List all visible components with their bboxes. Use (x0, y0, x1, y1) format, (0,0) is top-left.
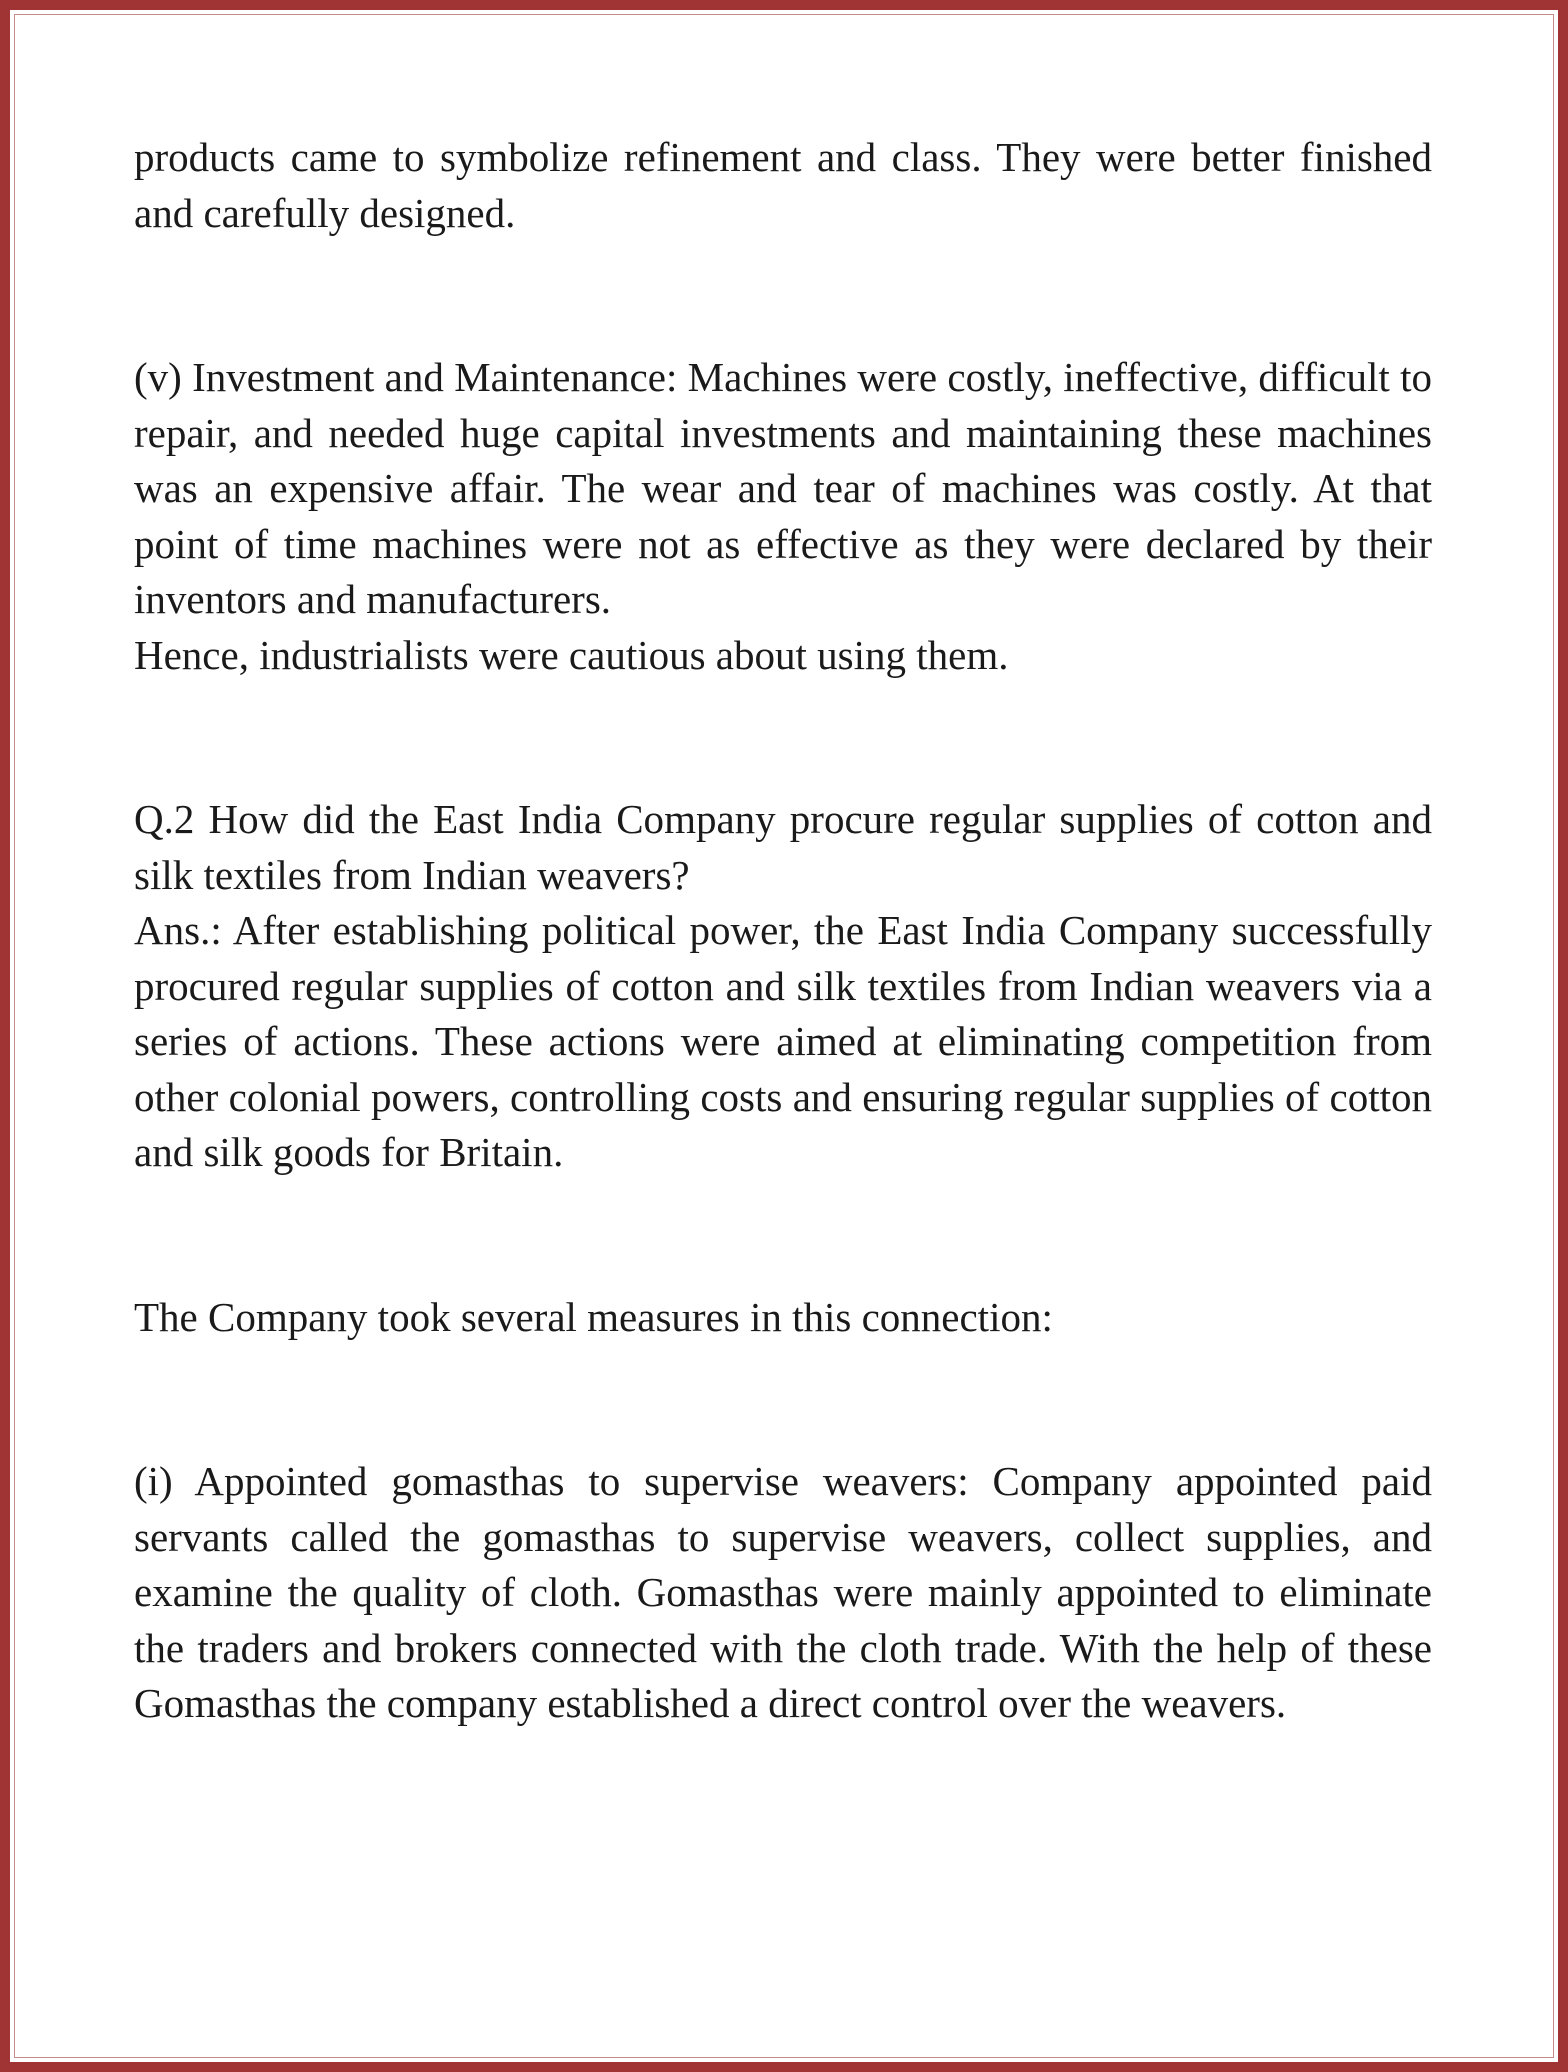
point-gomasthas: (i) Appointed gomasthas to supervise weavers: Company appointed paid servants called the gomasthas to supervise weavers, collect supplies, and examine the quality of cloth. Gomasthas were mainly appointed to eliminate the traders and brokers connected with the cloth trade. With the help of these Gomasthas the company established a direct control over the weavers. (134, 1458, 1432, 1726)
document-body (134, 130, 1432, 1732)
question-2: Q.2 How did the East India Company procure regular supplies of cotton and silk textiles from Indian weavers? (134, 796, 1432, 898)
answer-2: Ans.: After establishing political power, the East India Company successfully procured regular supplies of cotton and silk textiles from Indian weavers via a series of actions. These actions were aimed at eliminating competition from other colonial powers, controlling costs and ensuring regular supplies of cotton and silk goods for Britain. (134, 907, 1432, 1175)
paragraph-industrialists-cautious: Hence, industrialists were cautious about using them. (134, 631, 1009, 678)
paragraph-measures-intro: The Company took several measures in this connection: (134, 1293, 1053, 1340)
paragraph-investment-maintenance: (v) Investment and Maintenance: Machines were costly, ineffective, difficult to repair, and needed huge capital investments and maintaining these machines was an expensive affair. The wear and tear of machines was costly. At that point of time machines were not as effective as they were declared by their inventors and manufacturers. (134, 354, 1432, 622)
paragraph-products: products came to symbolize refinement and class. They were better finished and carefully designed. (134, 134, 1432, 236)
